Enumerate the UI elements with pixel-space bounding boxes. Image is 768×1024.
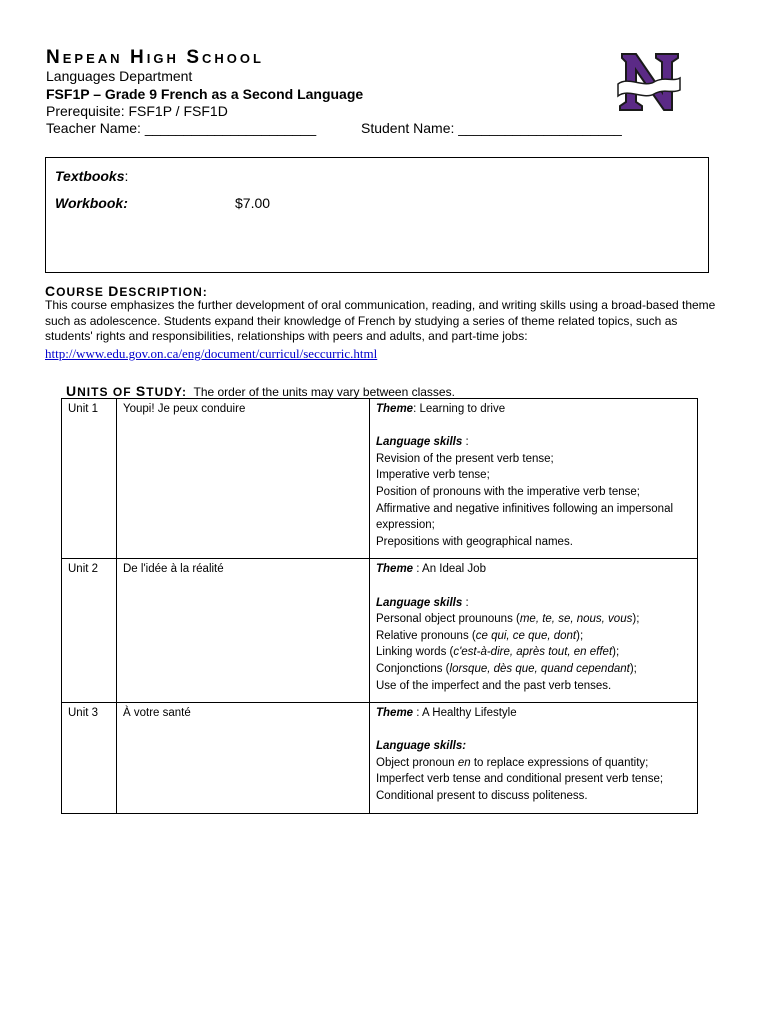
unit-details — [370, 703, 698, 814]
language-skill-item: Linking words (c'est-à-dire, après tout, en effet); — [376, 646, 620, 659]
curriculum-link[interactable]: http://www.edu.gov.on.ca/eng/document/curricul/seccurric.html — [45, 346, 378, 361]
school-name: NEPEAN HIGH SCHOOL — [46, 47, 264, 68]
unit-title: Youpi! Je peux conduire — [117, 399, 370, 559]
unit-title: De l'idée à la réalité — [117, 559, 370, 703]
unit-details — [370, 559, 698, 703]
student-name-field: Student Name: _____________________ — [361, 120, 622, 136]
units-title: UNITS OF STUDY: — [66, 383, 188, 399]
unit-number: Unit 3 — [62, 703, 117, 814]
unit-row — [62, 559, 698, 703]
language-skill-item: Prepositions with geographical names. — [376, 535, 573, 548]
unit-theme: Theme : A Healthy Lifestyle — [376, 707, 517, 720]
language-skill-item: Relative pronouns (ce qui, ce que, dont); — [376, 629, 584, 642]
units-note: The order of the units may vary between classes. — [193, 385, 455, 399]
course-description-body: This course emphasizes the further development of oral communication, reading, and writing skills using a broad-based theme such as adolescence. Students expand their knowledge of French by studying a series of theme related topics, such as students' rights and responsibilities, relationships with peers and adults, and part-time jobs: — [45, 298, 716, 343]
language-skills-label: Language skills : — [376, 596, 469, 609]
language-skill-item: Imperative verb tense; — [376, 469, 490, 482]
unit-theme: Theme: Learning to drive — [376, 403, 506, 415]
workbook-label: Workbook: — [55, 195, 128, 211]
materials-box — [45, 157, 709, 273]
language-skill-item: Revision of the present verb tense; — [376, 452, 554, 465]
language-skill-item: Personal object prounouns (me, te, se, nous, vous); — [376, 613, 640, 626]
language-skills-label: Language skills : — [376, 436, 469, 449]
language-skill-item: Imperfect verb tense and conditional present verb tense; — [376, 773, 664, 786]
language-skill-item: Position of pronouns with the imperative verb tense; — [376, 485, 641, 498]
course-title: FSF1P – Grade 9 French as a Second Language — [46, 86, 364, 102]
teacher-name-field: Teacher Name: ______________________ — [46, 120, 317, 136]
school-logo — [614, 44, 684, 119]
prerequisite: Prerequisite: FSF1P / FSF1D — [46, 103, 228, 119]
department: Languages Department — [46, 68, 193, 84]
course-description-heading: COURSE DESCRIPTION: — [45, 283, 208, 299]
unit-row — [62, 703, 698, 814]
unit-number: Unit 1 — [62, 399, 117, 559]
language-skill-item: Use of the imperfect and the past verb tenses. — [376, 679, 612, 692]
unit-number: Unit 2 — [62, 559, 117, 703]
language-skill-item: Object pronoun en to replace expressions of quantity; — [376, 756, 649, 769]
units-of-study-heading — [66, 383, 455, 399]
language-skill-item: Conjonctions (lorsque, dès que, quand cependant); — [376, 662, 637, 675]
language-skill-item: Affirmative and negative infinitives following an impersonal expression; — [376, 502, 674, 532]
unit-row — [62, 399, 698, 559]
workbook-price: $7.00 — [235, 195, 271, 211]
textbooks-label: Textbooks: — [55, 168, 129, 184]
language-skill-item: Conditional present to discuss politeness. — [376, 790, 588, 803]
language-skills-label: Language skills: — [376, 740, 467, 753]
unit-details — [370, 399, 698, 559]
unit-theme: Theme : An Ideal Job — [376, 563, 486, 576]
units-table — [61, 398, 698, 814]
unit-title: À votre santé — [117, 703, 370, 814]
